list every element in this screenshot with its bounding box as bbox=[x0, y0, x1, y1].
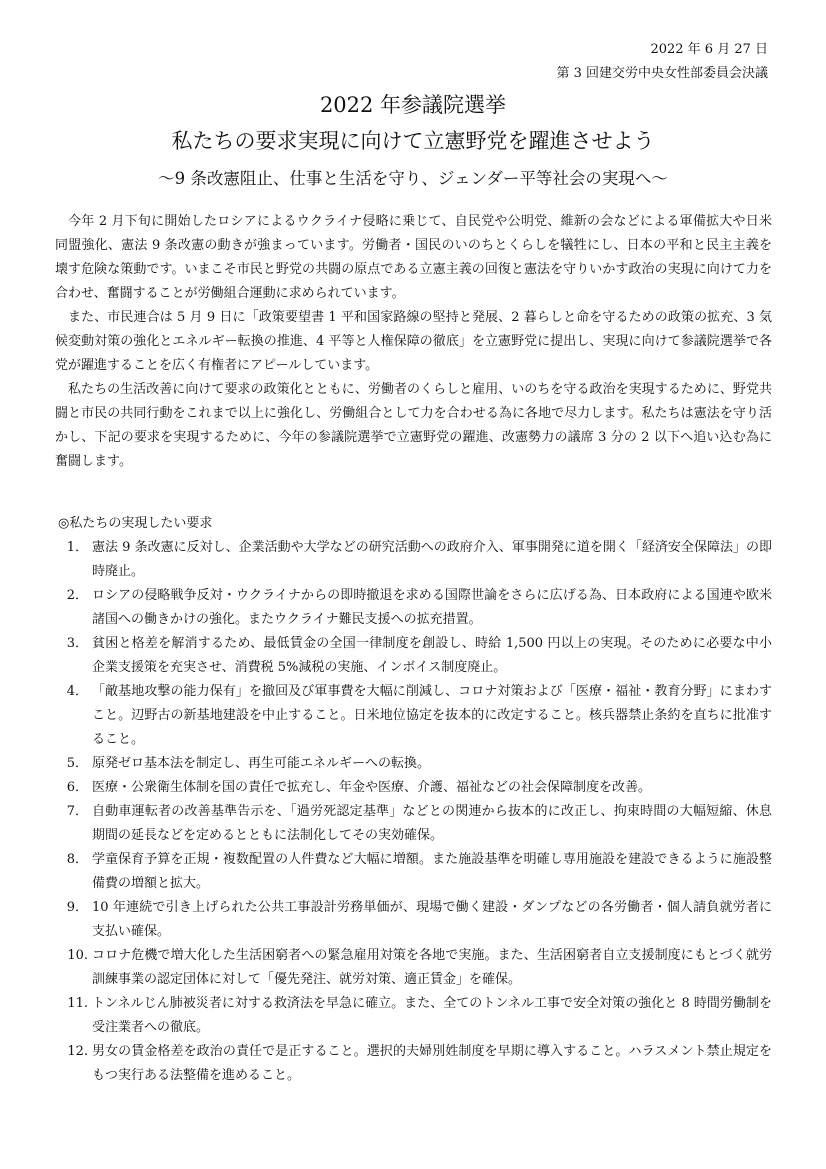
list-item bbox=[58, 752, 772, 776]
item-text: 原発ゼロ基本法を制定し、再生可能エネルギーへの転換。 bbox=[92, 756, 431, 771]
paragraph: 私たちの生活改善に向けて要求の政策化とともに、労働者のくらしと雇用、いのちを守る政治を実現するために、野党共闘と市民の共同行動をこれまで以上に強化し、労働組合として力を合わせる為に各地で尽力します。私たちは憲法を守り活かし、下記の要求を実現するために、今年の参議院選挙で立憲野党の躍進、改憲勢力の議席 3 分の 2 以下へ追い込む為に奮闘します。 bbox=[55, 382, 772, 469]
issuing-organization: 第 3 回建交労中央女性部委員会決議 bbox=[556, 66, 768, 81]
item-text: ロシアの侵略戦争反対・ウクライナからの即時撤退を求める国際世論をさらに広げる為、日本政府による国連や欧米諸国への働きかけの強化。またウクライナ難民支援への拡充措置。 bbox=[92, 588, 772, 627]
item-text: 自動車運転者の改善基準告示を、「過労死認定基準」などとの関連から抜本的に改正し、拘束時間の大幅短縮、休息期間の延長などを定めるとともに法制化してその実効確保。 bbox=[92, 804, 772, 843]
list-item bbox=[58, 1040, 772, 1088]
item-text: 「敵基地攻撃の能力保有」を撤回及び軍事費を大幅に削減し、コロナ対策および「医療・福祉・教育分野」にまわすこと。辺野古の新基地建設を中止すること。日米地位協定を抜本的に改定すること。核兵器禁止条約を直ちに批准すること。 bbox=[92, 684, 772, 747]
document-title: 2022 年参議院選挙 bbox=[319, 93, 507, 117]
item-number: 12. bbox=[67, 1044, 88, 1059]
item-text: コロナ危機で増大化した生活困窮者への緊急雇用対策を各地で実施。また、生活困窮者自立支援制度にもとづく就労訓練事業の認定団体に対して「優先発注、就労対策、適正賃金」を確保。 bbox=[92, 948, 772, 987]
item-text: 男女の賃金格差を政治の責任で是正すること。選択的夫婦別姓制度を早期に導入すること。ハラスメント禁止規定をもつ実行ある法整備を進めること。 bbox=[92, 1044, 772, 1083]
body-text bbox=[55, 210, 772, 474]
requirements-list bbox=[58, 536, 772, 1088]
list-item bbox=[58, 848, 772, 896]
item-text: 学童保育予算を正規・複数配置の人件費など大幅に増額。また施設基準を明確し専用施設を建設できるように施設整備費の増額と拡大。 bbox=[92, 852, 772, 891]
paragraph: 今年 2 月下旬に開始したロシアによるウクライナ侵略に乗じて、自民党や公明党、維新の会などによる軍備拡大や日米同盟強化、憲法 9 条改憲の動きが強まっています。労働者・国民のいのちとくらしを犠牲にし、日本の平和と民主主義を壊す危険な策動です。いまこそ市民と野党の共闘の原点である立憲主義の回復と憲法を守りいかす政治の実現に向けて力を合わせ、奮闘することが労働組合運動に求められています。 bbox=[55, 214, 772, 301]
document-title-main: 私たちの要求実現に向けて立憲野党を躍進させよう bbox=[171, 129, 655, 153]
item-number: 1． bbox=[66, 540, 88, 555]
item-number: 8． bbox=[66, 852, 88, 867]
item-text: 憲法 9 条改憲に反対し、企業活動や大学などの研究活動への政府介入、軍事開発に道を開く「経済安全保障法」の即時廃止。 bbox=[92, 540, 772, 579]
list-item bbox=[58, 584, 772, 632]
list-item bbox=[58, 632, 772, 680]
item-number: 2． bbox=[66, 588, 88, 603]
item-number: 5． bbox=[66, 756, 88, 771]
requirements-section bbox=[58, 512, 772, 1088]
list-item bbox=[58, 992, 772, 1040]
item-text: 貧困と格差を解消するため、最低賃金の全国一律制度を創設し、時給 1,500 円以上の実現。そのために必要な中小企業支援策を充実させ、消費税 5%減税の実施、インボイス制度廃止。 bbox=[92, 636, 772, 675]
item-number: 7． bbox=[66, 804, 88, 819]
item-number: 11. bbox=[67, 996, 88, 1011]
item-number: 10. bbox=[67, 948, 88, 963]
item-text: 医療・公衆衛生体制を国の責任で拡充し、年金や医療、介護、福祉などの社会保障制度を改善。 bbox=[92, 780, 652, 795]
paragraph: また、市民連合は 5 月 9 日に「政策要望書 1 平和国家路線の堅持と発展、2 暮らしと命を守るための政策の拡充、3 気候変動対策の強化とエネルギー転換の推進、4 平等と人権保障の徹底」を立憲野党に提出し、実現に向けて参議院選挙で各党が躍進することを広く有権者にアピールしています。 bbox=[55, 310, 772, 373]
item-number: 6． bbox=[66, 780, 88, 795]
item-number: 9． bbox=[66, 900, 88, 915]
item-text: 10 年連続で引き上げられた公共工事設計労務単価が、現場で働く建設・ダンプなどの各労働者・個人請負就労者に支払い確保。 bbox=[92, 900, 772, 939]
list-item bbox=[58, 680, 772, 752]
list-item bbox=[58, 536, 772, 584]
list-item bbox=[58, 896, 772, 944]
list-item bbox=[58, 800, 772, 848]
item-text: トンネルじん肺被災者に対する救済法を早急に確立。また、全てのトンネル工事で安全対策の強化と 8 時間労働制を受注業者への徹底。 bbox=[92, 996, 772, 1035]
item-number: 4． bbox=[66, 684, 88, 699]
list-item bbox=[58, 944, 772, 992]
document-subtitle: ～9 条改憲阻止、仕事と生活を守り、ジェンダー平等社会の実現へ～ bbox=[158, 169, 668, 188]
requirements-heading: ◎私たちの実現したい要求 bbox=[58, 516, 213, 531]
item-number: 3． bbox=[66, 636, 88, 651]
list-item bbox=[58, 776, 772, 800]
document-date: 2022 年 6 月 27 日 bbox=[650, 42, 768, 57]
